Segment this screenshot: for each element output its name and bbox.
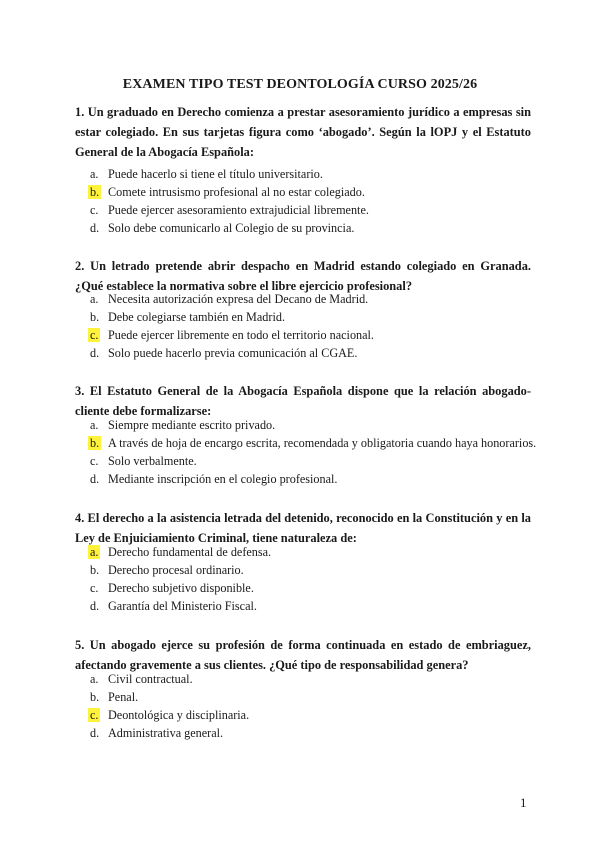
option-text: Administrativa general.: [108, 725, 224, 740]
option-letter-highlighted: b.: [90, 435, 100, 450]
option-3a[interactable]: [90, 416, 530, 434]
option-2b[interactable]: [90, 308, 530, 326]
option-text: Solo puede hacerlo previa comunicación al CGAE.: [108, 345, 358, 360]
option-text: Solo verbalmente.: [108, 453, 197, 468]
option-letter: c.: [90, 580, 99, 595]
option-letter: d.: [90, 471, 100, 486]
option-letter: c.: [90, 453, 99, 468]
option-letter: b.: [90, 309, 100, 324]
option-letter: a.: [90, 671, 99, 686]
option-letter-highlighted: a.: [90, 544, 99, 559]
option-1d[interactable]: [90, 219, 530, 237]
option-text: Derecho procesal ordinario.: [108, 562, 244, 577]
option-letter-highlighted: b.: [90, 184, 100, 199]
option-2a[interactable]: [90, 290, 530, 308]
option-5a[interactable]: [90, 670, 530, 688]
option-5c[interactable]: [90, 706, 530, 724]
option-text: Mediante inscripción en el colegio profesional.: [108, 471, 338, 486]
options-question-5: [90, 670, 530, 742]
option-letter-highlighted: c.: [90, 707, 99, 722]
option-letter: d.: [90, 598, 100, 613]
option-2c[interactable]: [90, 326, 530, 344]
options-question-4: [90, 543, 530, 615]
options-question-1: [90, 165, 530, 237]
option-letter: c.: [90, 202, 99, 217]
option-letter: d.: [90, 725, 100, 740]
option-text: Puede hacerlo si tiene el título universitario.: [108, 166, 323, 181]
options-question-3: [90, 416, 537, 488]
option-text: Solo debe comunicarlo al Colegio de su provincia.: [108, 220, 355, 235]
option-letter: a.: [90, 417, 99, 432]
option-3c[interactable]: [90, 452, 530, 470]
option-letter-highlighted: c.: [90, 327, 99, 342]
option-4d[interactable]: [90, 597, 530, 615]
option-1c[interactable]: [90, 201, 530, 219]
option-text: Penal.: [108, 689, 139, 704]
option-5b[interactable]: [90, 688, 530, 706]
option-2d[interactable]: [90, 344, 530, 362]
option-letter: d.: [90, 220, 100, 235]
option-4b[interactable]: [90, 561, 530, 579]
option-letter: b.: [90, 562, 100, 577]
option-text: Puede ejercer libremente en todo el territorio nacional.: [108, 327, 374, 342]
option-text: Necesita autorización expresa del Decano de Madrid.: [108, 291, 369, 306]
option-4c[interactable]: [90, 579, 530, 597]
page-number: 1: [520, 795, 527, 810]
question-5: 5. Un abogado ejerce su profesión de forma continuada en estado de embriaguez, afectando gravemente a sus clientes. ¿Qué tipo de responsabilidad genera?: [75, 638, 531, 672]
question-2: 2. Un letrado pretende abrir despacho en Madrid estando colegiado en Granada. ¿Qué establece la normativa sobre el libre ejercicio profesional?: [75, 259, 531, 293]
option-text: Comete intrusismo profesional al no estar colegiado.: [108, 184, 365, 199]
question-4: 4. El derecho a la asistencia letrada del detenido, reconocido en la Constitución y en la Ley de Enjuiciamiento Criminal, tiene naturaleza de:: [75, 511, 531, 545]
option-text: Deontológica y disciplinaria.: [108, 707, 250, 722]
option-3b[interactable]: [90, 434, 537, 452]
option-letter: d.: [90, 345, 100, 360]
option-1a[interactable]: [90, 165, 530, 183]
option-1b[interactable]: [90, 183, 530, 201]
option-text: Derecho subjetivo disponible.: [108, 580, 254, 595]
question-1: 1. Un graduado en Derecho comienza a prestar asesoramiento jurídico a empresas sin estar colegiado. En sus tarjetas figura como ‘abogado’. Según la lOPJ y el Estatuto General de la Abogacía Española:: [75, 105, 531, 159]
option-text: Derecho fundamental de defensa.: [108, 544, 272, 559]
options-question-2: [90, 290, 530, 362]
question-3: 3. El Estatuto General de la Abogacía Española dispone que la relación abogado-cliente debe formalizarse:: [75, 384, 531, 418]
option-4a[interactable]: [90, 543, 530, 561]
option-text: Debe colegiarse también en Madrid.: [108, 309, 285, 324]
option-letter: b.: [90, 689, 100, 704]
page-title: EXAMEN TIPO TEST DEONTOLOGÍA CURSO 2025/26: [122, 77, 478, 92]
option-text: Civil contractual.: [108, 671, 193, 686]
option-5d[interactable]: [90, 724, 530, 742]
option-letter: a.: [90, 166, 99, 181]
option-text: Garantía del Ministerio Fiscal.: [108, 598, 257, 613]
option-3d[interactable]: [90, 470, 530, 488]
option-text: Siempre mediante escrito privado.: [108, 417, 276, 432]
option-text: A través de hoja de encargo escrita, recomendada y obligatoria cuando haya honorarios.: [108, 435, 537, 450]
option-letter: a.: [90, 291, 99, 306]
option-text: Puede ejercer asesoramiento extrajudicial libremente.: [108, 202, 369, 217]
